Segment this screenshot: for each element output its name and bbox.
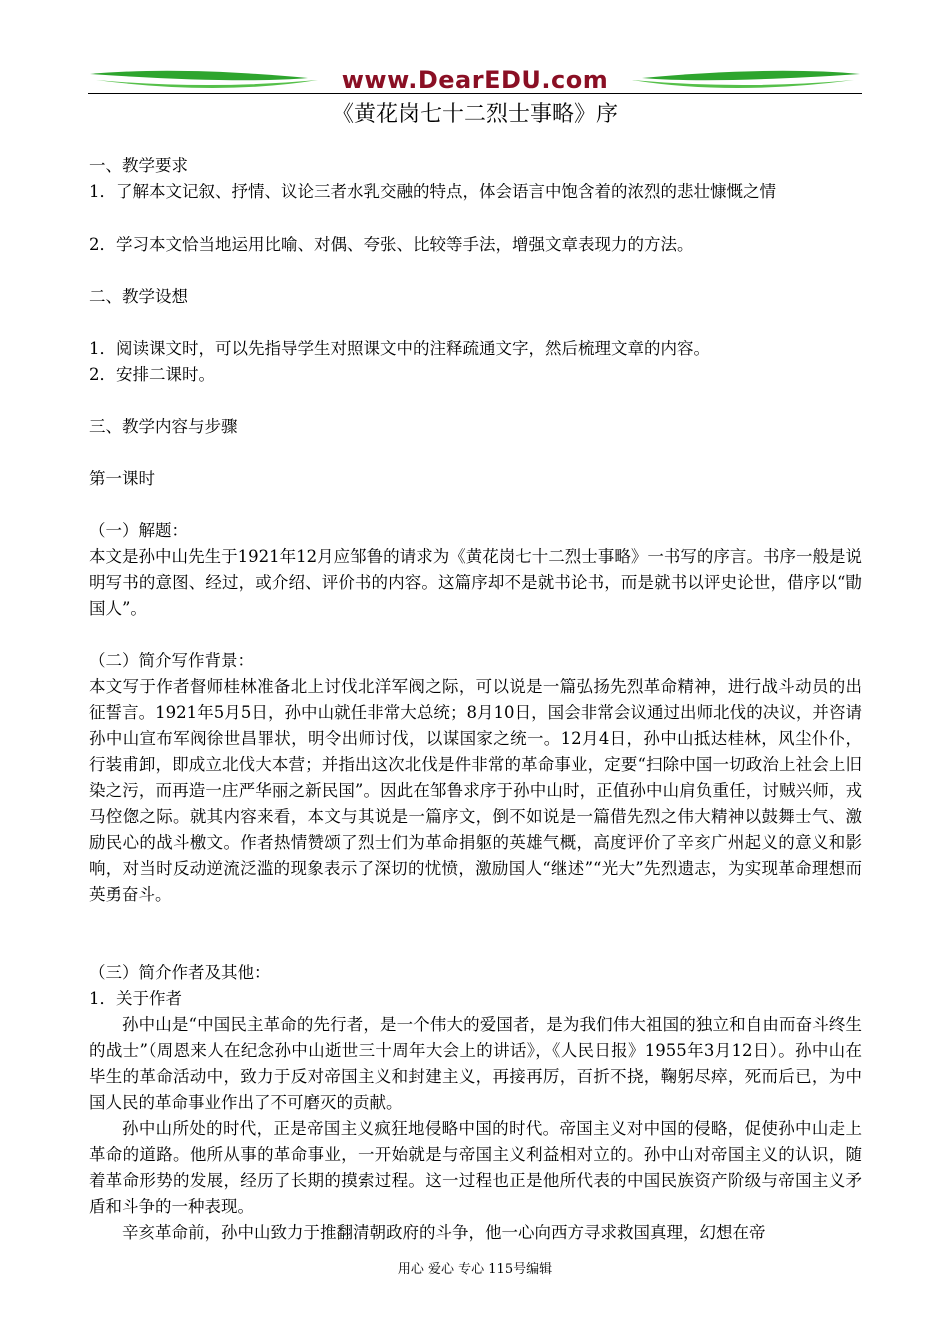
subsection-heading: （二）简介写作背景：	[89, 651, 254, 670]
section-heading: 二、教学设想	[89, 287, 188, 306]
paragraph: 2．学习本文恰当地运用比喻、对偶、夸张、比较等手法，增强文章表现力的方法。	[89, 235, 694, 254]
paragraph: 1．了解本文记叙、抒情、议论三者水乳交融的特点，体会语言中饱含着的浓烈的悲壮慷慨之情	[89, 182, 776, 201]
section-heading: 第一课时	[89, 469, 155, 488]
paragraph: 1．关于作者	[89, 989, 182, 1008]
site-header-banner	[88, 62, 862, 96]
site-logo-text: www.DearEDU.com	[341, 66, 609, 94]
subsection-heading: （三）简介作者及其他：	[89, 963, 271, 982]
document-title: 《黄花岗七十二烈士事略》序	[331, 102, 618, 127]
paragraph: 本文写于作者督师桂林准备北上讨伐北洋军阀之际，可以说是一篇弘扬先烈革命精神，进行战斗动员的出征誓言。1921年5月5日，孙中山就任非常大总统；8月10日，国会非常会议通过出师北伐的决议，并咨请孙中山宣布军阀徐世昌罪状，明令出师讨伐，以谋国家之统一。12月4日，孙中山抵达桂林，风尘仆仆，行装甫卸，即成立北伐大本营；并指出这次北伐是件非常的革命事业，定要“扫除中国一切政治上社会上旧染之污，而再造一庄严华丽之新民国”。因此在邹鲁求序于孙中山时，正值孙中山肩负重任，讨贼兴师，戎马倥偬之际。就其内容来看，本文与其说是一篇序文，倒不如说是一篇借先烈之伟大精神以鼓舞士气、激励民心的战斗檄文。作者热情赞颂了烈士们为革命捐躯的英雄气概，高度评价了辛亥广州起义的意义和影响，对当时反动逆流泛滥的现象表示了深切的忧愤，激励国人“继述”“光大”先烈遗志，为实现革命理想而英勇奋斗。	[89, 677, 862, 904]
section-heading: 一、教学要求	[89, 156, 188, 175]
paragraph: 2．安排二课时。	[89, 365, 215, 384]
paragraph: 本文是孙中山先生于1921年12月应邹鲁的请求为《黄花岗七十二烈士事略》一书写的序言。书序一般是说明写书的意图、经过，或介绍、评价书的内容。这篇序却不是就书论书，而是就书以评史论世，借序以“勖国人”。	[89, 547, 862, 618]
section-heading: 三、教学内容与步骤	[89, 417, 238, 436]
paragraph: 1．阅读课文时，可以先指导学生对照课文中的注释疏通文字，然后梳理文章的内容。	[89, 339, 710, 358]
page-footer: 用心 爱心 专心 115号编辑	[397, 1262, 553, 1277]
paragraph: 孙中山是“中国民主革命的先行者，是一个伟大的爱国者，是为我们伟大祖国的独立和自由而奋斗终生的战士”（周恩来人在纪念孙中山逝世三十周年大会上的讲话》，《人民日报》1955年3月12日）。孙中山在毕生的革命活动中，致力于反对帝国主义和封建主义，再接再厉，百折不挠，鞠躬尽瘁，死而后已，为中国人民的革命事业作出了不可磨灭的贡献。	[89, 1015, 862, 1112]
paragraph: 辛亥革命前，孙中山致力于推翻清朝政府的斗争，他一心向西方寻求救国真理，幻想在帝	[122, 1223, 766, 1242]
paragraph: 孙中山所处的时代，正是帝国主义疯狂地侵略中国的时代。帝国主义对中国的侵略，促使孙中山走上革命的道路。他所从事的革命事业，一开始就是与帝国主义利益相对立的。孙中山对帝国主义的认识，随着革命形势的发展，经历了长期的摸索过程。这一过程也正是他所代表的中国民族资产阶级与帝国主义矛盾和斗争的一种表现。	[89, 1119, 862, 1216]
subsection-heading: （一）解题：	[89, 521, 188, 540]
header-divider	[88, 93, 862, 94]
